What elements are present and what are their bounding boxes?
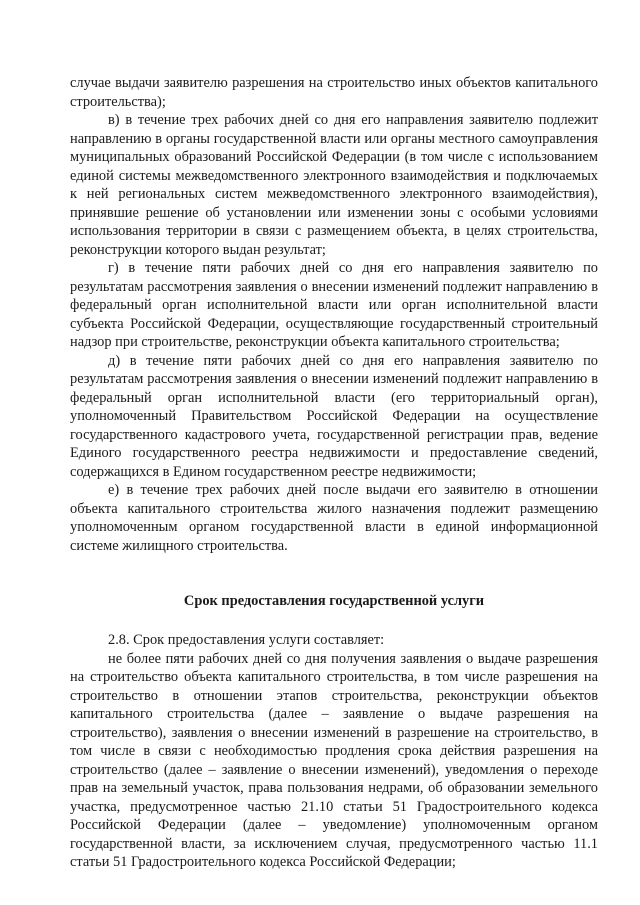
list-item-e: е) в течение трех рабочих дней после выдачи его заявителю в отношении объекта капитального строительства жилого назначения подлежит размещению уполномоченным органом государственной власти в единой информационной системе жилищного строительства.: [70, 482, 598, 554]
continuation-paragraph: случае выдачи заявителю разрешения на строительство иных объектов капитального строительства);: [70, 75, 598, 110]
list-item-g: г) в течение пяти рабочих дней со дня его направления заявителю по результатам рассмотрения заявления о внесении изменений подлежит направлению в федеральный орган исполнительной власти или орган исполнительной власти субъекта Российской Федерации, осуществляющие государственный строительный надзор при строительстве, реконструкции объекта капитального строительства;: [70, 260, 598, 350]
list-item-d: д) в течение пяти рабочих дней со дня его направления заявителю по результатам рассмотрения заявления о внесении изменений подлежит направлению в федеральный орган исполнительной власти (его территориальный орган), уполномоченный Правительством Российской Федерации на осуществление государственного кадастрового учета, государственной регистрации прав, ведение Единого государственного реестра недвижимости и предоставление сведений, содержащихся в Едином государственном реестре недвижимости;: [70, 352, 598, 480]
list-item-v: в) в течение трех рабочих дней со дня его направления заявителю подлежит направлению в органы государственной власти или органы местного самоуправления муниципальных образований Российской Федерации (в том числе с использованием единой системы межведомственного электронного взаимодействия и подключаемых к ней региональных систем межведомственного электронного взаимодействия), принявшие решение об установлении или изменении зоны с особыми условиями использования территории в связи с размещением объекта, в целях строительства, реконструкции которого выдан результат;: [70, 112, 598, 258]
clause-2-8-intro: 2.8. Срок предоставления услуги составляет:: [108, 632, 385, 648]
section-heading: Срок предоставления государственной услуги: [183, 593, 485, 609]
document-body-upper: [70, 74, 598, 555]
document-body-lower: [70, 631, 598, 872]
clause-2-8-text: не более пяти рабочих дней со дня получения заявления о выдаче разрешения на строительство объекта капитального строительства, в том числе разрешения на строительство в отношении этапов строительства, реконструкции объектов капитального строительства (далее – заявление о выдаче разрешения на строительство), заявления о внесении изменений в разрешение на строительство, в том числе в связи с необходимостью продления срока действия разрешения на строительство (далее – заявление о внесении изменений), уведомления о переходе прав на земельный участок, права пользования недрами, об образовании земельного участка, предусмотренное частью 21.10 статьи 51 Градостроительного кодекса Российской Федерации (далее – уведомление) уполномоченным органом государственной власти, за исключением случая, предусмотренного частью 11.1 статьи 51 Градостроительного кодекса Российской Федерации;: [70, 650, 598, 870]
